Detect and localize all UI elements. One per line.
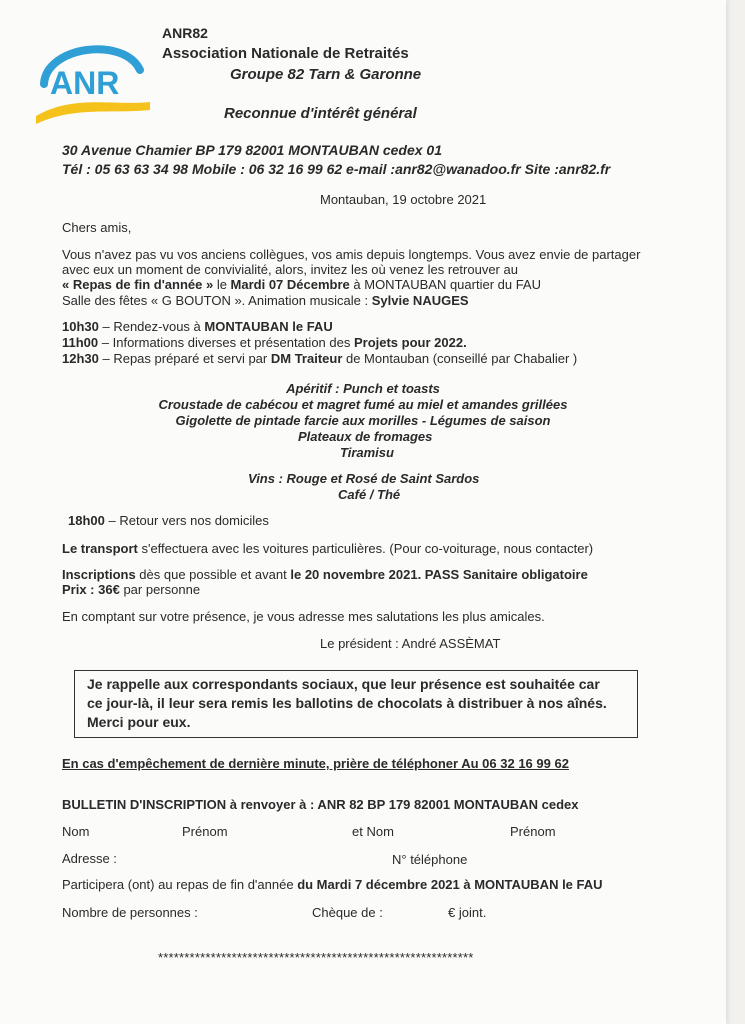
return-text: – Retour vers nos domiciles xyxy=(104,513,269,528)
emergency-line: En cas d'empêchement de dernière minute, prière de téléphoner Au 06 32 16 99 62 xyxy=(62,756,569,771)
schedule-item xyxy=(62,319,333,334)
event-line xyxy=(62,277,541,292)
schedule-text: – Repas préparé et servi par xyxy=(98,351,271,366)
event-date: Mardi 07 Décembre xyxy=(230,277,350,292)
org-name: Association Nationale de Retraités xyxy=(162,45,409,62)
form-adresse-label: Adresse : xyxy=(62,851,117,866)
transport-line xyxy=(62,541,593,556)
schedule-bold: DM Traiteur xyxy=(270,351,343,366)
drinks-hot: Café / Thé xyxy=(338,487,401,502)
org-group: Groupe 82 Tarn & Garonne xyxy=(230,66,422,83)
transport-label: Le transport xyxy=(62,541,138,556)
musician: Sylvie NAUGES xyxy=(371,293,469,308)
price-label: Prix : 36€ xyxy=(62,582,120,597)
notice-box xyxy=(74,670,638,738)
schedule-bold: Projets pour 2022. xyxy=(353,335,467,350)
inscription-text: dès que possible et avant xyxy=(135,567,291,582)
drinks-wine: Vins : Rouge et Rosé de Saint Sardos xyxy=(248,471,480,486)
return-line xyxy=(68,513,269,528)
intro-line-1: Vous n'avez pas vu vos anciens collègues, vos amis depuis longtemps. Vous avez envie de partager xyxy=(62,247,641,262)
schedule-time: 11h00 xyxy=(62,335,99,350)
event-le: le xyxy=(213,277,231,292)
event-place: à MONTAUBAN quartier du FAU xyxy=(349,277,541,292)
closing: En comptant sur votre présence, je vous adresse mes salutations les plus amicales. xyxy=(62,609,545,624)
greeting: Chers amis, xyxy=(62,220,132,235)
menu-item: Croustade de cabécou et magret fumé au miel et amandes grillées xyxy=(158,397,568,412)
schedule-time: 12h30 xyxy=(62,351,99,366)
return-time: 18h00 xyxy=(68,513,105,528)
schedule-bold: MONTAUBAN le FAU xyxy=(204,319,333,334)
form-et-nom-label: et Nom xyxy=(352,824,394,839)
transport-text: s'effectuera avec les voitures particulières. (Pour co-voiturage, nous contacter) xyxy=(137,541,594,556)
inscription-deadline: le 20 novembre 2021 xyxy=(290,567,418,582)
schedule-item xyxy=(62,351,577,366)
svg-text:ANR: ANR xyxy=(50,65,120,101)
menu-item: Tiramisu xyxy=(340,445,394,460)
notice-line: ce jour-là, il leur sera remis les ballotins de chocolats à distribuer à nos aînés. xyxy=(87,695,607,711)
schedule-rest: de Montauban (conseillé par Chabalier ) xyxy=(342,351,578,366)
contact-line: Tél : 05 63 63 34 98 Mobile : 06 32 16 99 62 e-mail :anr82@wanadoo.fr Site :anr82.fr xyxy=(62,161,611,177)
schedule-time: 10h30 xyxy=(62,319,99,334)
org-code: ANR82 xyxy=(162,25,208,41)
event-name: « Repas de fin d'année » xyxy=(62,277,214,292)
notice-line: Merci pour eux. xyxy=(87,714,191,730)
menu-item: Plateaux de fromages xyxy=(298,429,433,444)
form-joint-label: € joint. xyxy=(448,905,487,920)
inscription-label: Inscriptions xyxy=(62,567,136,582)
letter-date: Montauban, 19 octobre 2021 xyxy=(320,192,487,207)
price-text: par personne xyxy=(119,582,201,597)
pass-sanitaire: . PASS Sanitaire obligatoire xyxy=(417,567,588,582)
form-participation-line xyxy=(62,877,603,892)
form-nombre-label: Nombre de personnes : xyxy=(62,905,198,920)
form-title: BULLETIN D'INSCRIPTION à renvoyer à : ANR 82 BP 179 82001 MONTAUBAN cedex xyxy=(62,797,579,812)
recognition: Reconnue d'intérêt général xyxy=(224,105,417,122)
participation-date: du Mardi 7 décembre 2021 à MONTAUBAN le FAU xyxy=(297,877,603,892)
form-prenom-label: Prénom xyxy=(182,824,228,839)
schedule-text: – Rendez-vous à xyxy=(98,319,205,334)
venue: Salle des fêtes « G BOUTON ». Animation musicale : xyxy=(62,293,372,308)
participation-text: Participera (ont) au repas de fin d'année xyxy=(62,877,298,892)
schedule-item xyxy=(62,335,467,350)
anr-logo xyxy=(34,36,152,128)
schedule-text: – Informations diverses et présentation des xyxy=(98,335,354,350)
form-telephone-label: N° téléphone xyxy=(392,852,468,867)
price-line xyxy=(62,582,200,597)
address: 30 Avenue Chamier BP 179 82001 MONTAUBAN cedex 01 xyxy=(62,142,442,158)
form-prenom2-label: Prénom xyxy=(510,824,556,839)
inscription-line xyxy=(62,567,588,582)
menu-item: Gigolette de pintade farcie aux morilles - Légumes de saison xyxy=(175,413,551,428)
notice-line: Je rappelle aux correspondants sociaux, que leur présence est souhaitée car xyxy=(87,676,600,692)
form-nom-label: Nom xyxy=(62,824,90,839)
signature: Le président : André ASSÈMAT xyxy=(320,636,501,651)
stars-divider: ************************************************************ xyxy=(158,950,474,965)
intro-line-2: avec eux un moment de convivialité, alors, invitez les où venez les retrouver au xyxy=(62,262,518,277)
form-cheque-label: Chèque de : xyxy=(312,905,383,920)
venue-line xyxy=(62,293,469,308)
menu-item: Apéritif : Punch et toasts xyxy=(286,381,440,396)
